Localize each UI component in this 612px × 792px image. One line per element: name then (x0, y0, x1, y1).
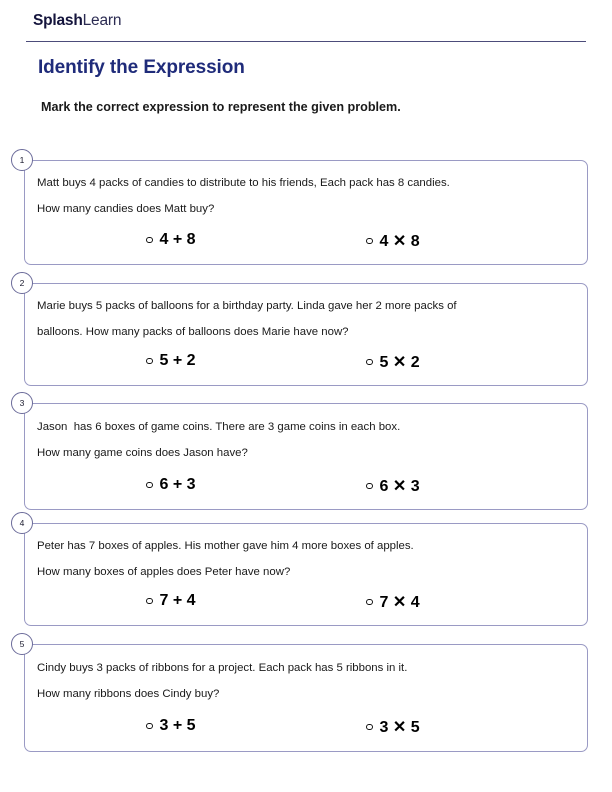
answer-option-label: 6 ✕ 3 (379, 478, 420, 495)
header-divider (26, 41, 586, 42)
question-card (19, 639, 588, 752)
answer-option[interactable] (146, 592, 196, 610)
answer-option[interactable] (366, 717, 420, 737)
question-text-line: How many ribbons does Cindy buy? (37, 688, 220, 700)
question-card (19, 278, 588, 386)
answer-option[interactable] (366, 231, 420, 251)
answer-option-label: 5 + 2 (159, 352, 196, 369)
answer-option-label: 4 + 8 (159, 231, 196, 248)
logo-splash-text: Splash (33, 12, 83, 29)
answer-option[interactable] (366, 592, 420, 612)
question-text-line: Jason has 6 boxes of game coins. There are 3 game coins in each box. (37, 421, 401, 433)
logo-learn-text: Learn (82, 12, 122, 29)
radio-button-icon[interactable] (366, 359, 373, 366)
answer-option-label: 6 + 3 (159, 476, 196, 493)
answer-option[interactable] (146, 476, 196, 494)
question-number-badge: 5 (11, 633, 33, 655)
radio-button-icon[interactable] (146, 482, 153, 489)
question-number-badge: 2 (11, 272, 33, 294)
radio-button-icon[interactable] (366, 483, 373, 490)
radio-button-icon[interactable] (366, 238, 373, 245)
radio-button-icon[interactable] (146, 237, 153, 244)
answer-option-label: 3 ✕ 5 (379, 719, 420, 736)
answer-option[interactable] (146, 717, 196, 735)
question-text-line: How many candies does Matt buy? (37, 203, 215, 215)
answer-option-label: 5 ✕ 2 (379, 354, 420, 371)
instruction-text: Mark the correct expression to represent the given problem. (41, 100, 401, 114)
splashlearn-logo (33, 12, 121, 30)
answer-option[interactable] (366, 352, 420, 372)
question-text-line: How many boxes of apples does Peter have now? (37, 566, 291, 578)
question-card (19, 518, 588, 626)
radio-button-icon[interactable] (146, 723, 153, 730)
answer-option[interactable] (146, 231, 196, 249)
radio-button-icon[interactable] (366, 599, 373, 606)
question-text-line: balloons. How many packs of balloons does Marie have now? (37, 326, 349, 338)
question-text-line: Cindy buys 3 packs of ribbons for a project. Each pack has 5 ribbons in it. (37, 662, 408, 674)
question-number-badge: 4 (11, 512, 33, 534)
answer-option-label: 3 + 5 (159, 717, 196, 734)
radio-button-icon[interactable] (366, 724, 373, 731)
answer-option-label: 7 ✕ 4 (379, 594, 420, 611)
question-text-line: Peter has 7 boxes of apples. His mother gave him 4 more boxes of apples. (37, 540, 414, 552)
page-title: Identify the Expression (38, 57, 245, 78)
answer-option-label: 4 ✕ 8 (379, 233, 420, 250)
radio-button-icon[interactable] (146, 358, 153, 365)
question-card (19, 398, 588, 510)
question-text-line: Matt buys 4 packs of candies to distribute to his friends, Each pack has 8 candies. (37, 177, 450, 189)
answer-option[interactable] (366, 476, 420, 496)
question-text-line: How many game coins does Jason have? (37, 447, 248, 459)
question-number-badge: 1 (11, 149, 33, 171)
answer-option[interactable] (146, 352, 196, 370)
question-card (19, 155, 588, 265)
radio-button-icon[interactable] (146, 598, 153, 605)
question-number-badge: 3 (11, 392, 33, 414)
answer-option-label: 7 + 4 (159, 592, 196, 609)
question-text-line: Marie buys 5 packs of balloons for a birthday party. Linda gave her 2 more packs of (37, 300, 457, 312)
